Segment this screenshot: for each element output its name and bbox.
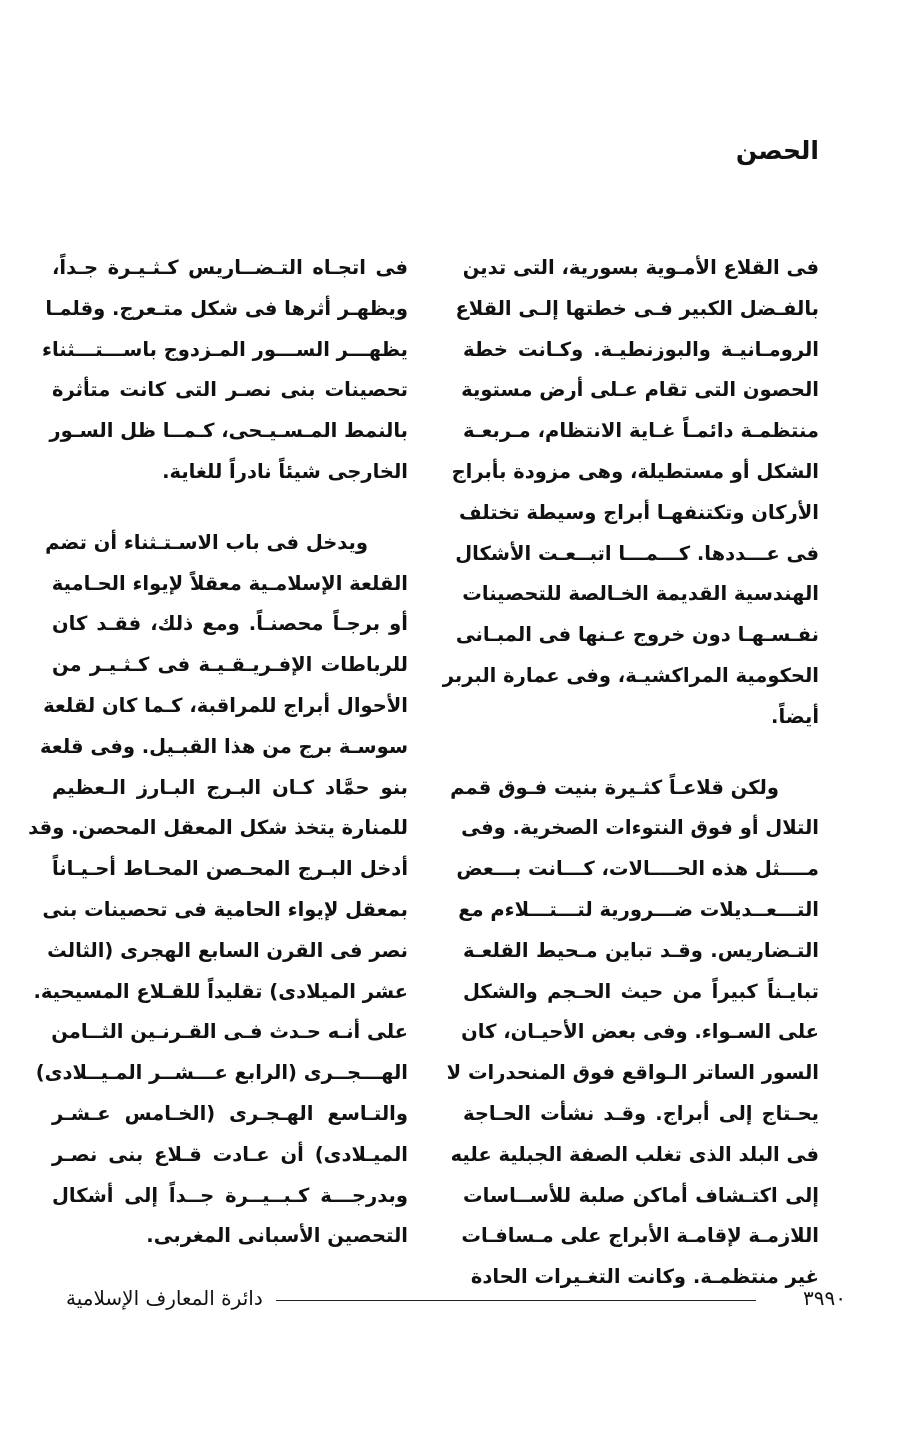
text-line: السور الساتر الـواقع فوق المنحدرات لا <box>446 1061 819 1085</box>
text-line: ويظهـر أثرها فى شكل متـعرج. وقلمـا <box>45 296 408 320</box>
text-line: ولكن قلاعـاً كثـيرة بنيت فـوق قمم <box>450 775 779 799</box>
text-column-left <box>28 248 408 1257</box>
paragraph <box>446 768 819 1298</box>
text-line: الخارجى شيئاً نادراً للغاية. <box>162 459 408 483</box>
text-line: نفـسـهـا دون خروج عـنها فى المبـانى <box>455 623 819 647</box>
text-line: فى اتجـاه التـضــاريس كـثـيـرة جـداً، <box>52 256 408 279</box>
text-line: التـــعــديلات ضـــرورية لتـــتـــلاءم مع <box>458 897 819 921</box>
text-line: غير منتظمـة. وكانت التغـيرات الحادة <box>470 1265 819 1289</box>
text-line: الرومـانيـة والبوزنطيـة. وكـانت خطة <box>463 337 819 361</box>
text-line: الحكومية المراكشيـة، وفى عمارة البربر <box>442 663 819 687</box>
text-line: القلعة الإسلامـية معقلاً لإيواء الحـامية <box>51 571 408 595</box>
text-line: بالفـضل الكبير فـى خطتها إلـى القلاع <box>455 296 819 320</box>
footer-rule <box>276 1300 756 1301</box>
text-line: بمعقل لإيواء الحامية فى تحصينات بنى <box>42 897 408 921</box>
text-line: والتـاسع الهـجـرى (الخـامس عـشـر <box>52 1101 408 1125</box>
page-footer <box>66 1286 846 1316</box>
text-line: أو برجـاً محصنـاً. ومع ذلك، فقـد كان <box>52 612 408 636</box>
text-line: الحصون التى تقام عـلى أرض مستوية <box>461 378 819 402</box>
text-line: يظهـــر الســـور المـزدوج باســـتـــثناء <box>41 337 408 361</box>
text-line: أدخل البـرج المحـصن المحـاط أحـيـاناً <box>52 857 408 881</box>
text-line: فى القلاع الأمـوية بسورية، التى تدين <box>462 256 819 279</box>
text-line: الميـلادى) أن عـادت قـلاع بنى نصـر <box>52 1142 408 1166</box>
text-line: إلى اكتـشاف أماكن صلبة للأســاسات <box>463 1183 819 1207</box>
text-line: التلال أو فوق النتوءات الصخرية. وفى <box>461 816 819 840</box>
text-line: تحصينات بنى نصـر التى كانت متأثرة <box>52 378 408 402</box>
text-line: أيضاً. <box>771 704 819 728</box>
text-line: الأحوال أبراج للمراقبة، كـما كان لقلعة <box>43 693 408 717</box>
text-line: منتظمـة دائمـاً غـاية الانتظام، مـربعـة <box>463 419 819 443</box>
text-column-right <box>442 248 819 1298</box>
text-line: بالنمط المـسـيـحى، كـمــا ظل السـور <box>49 419 408 443</box>
page-number: ٣٩٩٠ <box>803 1286 846 1310</box>
paragraph <box>442 248 819 738</box>
text-line: فى عـــددها. كـــمـــا اتبــعـت الأشكال <box>455 541 819 565</box>
text-line: الأركان وتكتنفهـا أبراج وسيطة تختلف <box>459 500 819 524</box>
text-line: اللازمـة لإقامـة الأبراج على مـسافـات <box>461 1224 819 1248</box>
text-line: التـضاريس. وقـد تباين مـحيط القلعـة <box>463 938 819 962</box>
text-line: نصر فى القرن السابع الهجرى (الثالث <box>47 938 408 962</box>
text-line: ويدخل فى باب الاسـتـثناء أن تضم <box>45 530 368 554</box>
text-line: سوسـة برج من هذا القبـيل. وفى قلعة <box>39 734 408 758</box>
text-line: بنو حمَّاد كـان البـرج البـارز الـعظيم <box>52 775 408 799</box>
text-line: للرباطات الإفـريـقـيـة فى كـثـيـر من <box>52 653 408 677</box>
text-line: فى البلد الذى تغلب الصفة الجبلية عليه <box>450 1142 819 1166</box>
text-line: عشر الميلادى) تقليداً للقـلاع المسيحية. <box>33 979 408 1003</box>
text-line: مــــثل هذه الحــــالات، كـــانت بـــعض <box>456 857 819 881</box>
text-line: للمنارة يتخذ شكل المعقل المحصن. وقد <box>28 816 408 840</box>
text-line: يحـتاج إلى أبراج. وقـد نشأت الحـاجة <box>463 1101 819 1125</box>
text-line: وبدرجـــة كـبــيــرة جــداً إلى أشكال <box>52 1183 408 1207</box>
paragraph <box>28 523 408 1257</box>
text-line: التحصين الأسبانى المغربى. <box>146 1224 408 1248</box>
footer-journal-title: دائرة المعارف الإسلامية <box>66 1286 263 1310</box>
text-line: تبايـناً كبيراً من حيث الحـجم والشكل <box>463 979 819 1003</box>
running-header-title: الحصن <box>735 136 819 165</box>
text-line: على أنـه حـدث فـى القـرنـين الثــامن <box>51 1020 408 1044</box>
text-line: الهـــجــرى (الرابع عـــشــر المـيــلادى) <box>35 1061 408 1085</box>
text-line: الشكل أو مستطيلة، وهى مزودة بأبراج <box>451 459 819 483</box>
text-line: الهندسية القديمة الخـالصة للتحصينات <box>462 582 819 606</box>
paragraph <box>41 248 408 493</box>
text-line: على السـواء. وفى بعض الأحيـان، كان <box>461 1020 819 1044</box>
